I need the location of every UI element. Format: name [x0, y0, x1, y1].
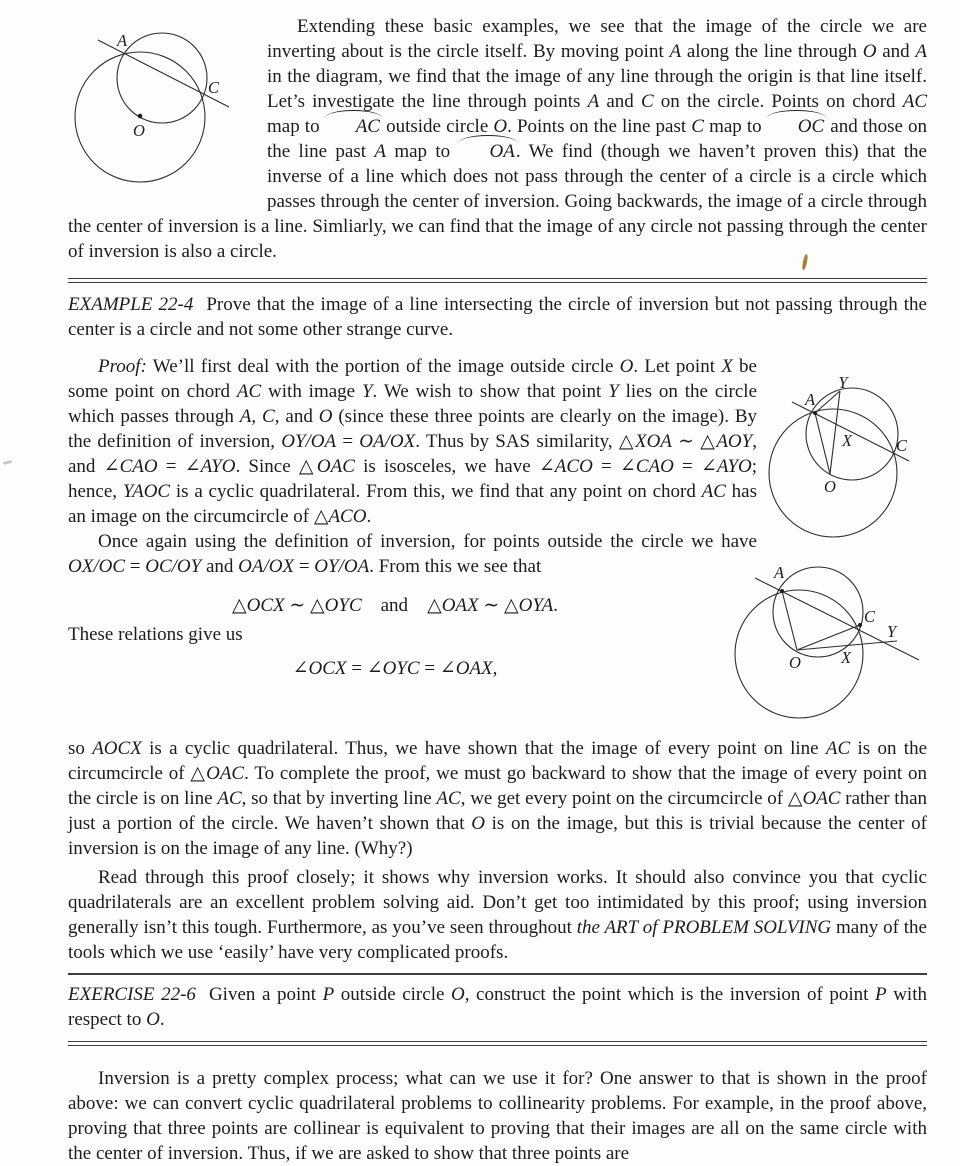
- equal-angles-equation: ∠OCX = ∠OYC = ∠OAX,: [292, 658, 498, 679]
- point-label-X: X: [840, 648, 852, 667]
- outro-paragraph: Inversion is a pretty complex process; what can we use it for? One answer to that is shown in the proof above: we can convert cyclic quadrilateral problems to collinearity problems. For example, in the proof above, proving that three points are collinear is equivalent to proving that their images are all on the same circle with the center of inversion. Thus, if we are asked to show that three points are: [68, 1068, 927, 1164]
- point-label-O: O: [824, 477, 836, 496]
- circle-of-inversion: [769, 409, 897, 537]
- point-A-dot: [813, 411, 817, 415]
- point-label-Y: Y: [887, 622, 897, 641]
- exercise-block: [68, 982, 927, 1032]
- diagram-inversion-basic: [68, 20, 253, 205]
- point-label-A: A: [773, 563, 785, 582]
- secant-line-AC-extended: [755, 578, 919, 660]
- point-label-A: A: [804, 390, 816, 409]
- proof-outside-figure: [732, 560, 927, 730]
- proof-paragraph-2-text: Once again using the definition of inversion, for points outside the circle we have OX/OC = OC/OY and OA/OX = OY/OA. From this we see that: [68, 531, 757, 577]
- point-C-dot: [858, 623, 862, 627]
- segment-OY: [830, 391, 840, 474]
- proof-paragraph-1: [68, 354, 927, 529]
- proof-inside-figure: [767, 358, 927, 548]
- closing-remarks-paragraph: Read through this proof closely; it shows why inversion works. It should also convince you that cyclic quadrilaterals are an excellent problem solving aid. Don’t get too intimidated by this proof; using inversion generally isn’t this tough. Furthermore, as you’ve seen throughout the ART of PROBLEM SOLVING many of the tools which we use ‘easily’ have very complicated proofs.: [68, 867, 927, 963]
- point-label-C: C: [896, 436, 908, 455]
- point-label-C: C: [208, 78, 220, 97]
- exercise-label: EXERCISE 22-6: [68, 984, 196, 1005]
- inversion-basic-figure: [68, 20, 253, 205]
- diagram-proof-outside: [732, 560, 927, 730]
- center-point-O: [138, 114, 143, 119]
- point-label-O: O: [789, 653, 801, 672]
- proof-paragraph-3: so AOCX is a cyclic quadrilateral. Thus, we have shown that the image of every point on line AC is on the circumcircle of △OAC. To complete the proof, we must go backward to show that the image of every point on the circle is on line AC, so that by inverting line AC, we get every point on the circumcircle of △OAC rather than just a portion of the circle. We haven’t shown that O is on the image, but this is trivial because the center of inversion is on the image of any line. (Why?): [68, 738, 928, 859]
- relations-intro: These relations give us: [68, 624, 243, 645]
- exercise-divider-top: [68, 973, 927, 975]
- diagram-proof-inside: [767, 358, 927, 548]
- example-text: Prove that the image of a line intersecting the circle of inversion but not passing through the center is a circle and not some other strange curve.: [68, 294, 927, 340]
- point-label-Y: Y: [838, 373, 848, 392]
- section-divider-bottom: [68, 1041, 927, 1046]
- image-circle: [117, 33, 207, 123]
- section-divider-top: [68, 278, 927, 283]
- point-label-C: C: [864, 607, 876, 626]
- circumcircle-OAC: [773, 567, 863, 657]
- segment-OC: [797, 625, 860, 650]
- intro-text: Extending these basic examples, we see that the image of the circle we are inverting about is the circle itself. By moving point A along the line through O and A in the diagram, we find that the image of any line through the origin is that line itself. Let’s investigate the line through points A and C on the circle. Points on chord AC map to AC outside circle O. Points on the line past C map to OC and those on the line past A map to OA. We find (though we haven’t proven this) that the inverse of a line which does not pass through the center of a circle is a circle which passes through the center of inversion. Going backwards, the image of a circle through the center of inversion is a line. Simliarly, we can find that the image of any circle not passing through the center of inversion is also a circle.: [68, 16, 928, 262]
- exercise-text: Given a point P outside circle O, construct the point which is the inversion of point P with respect to O.: [68, 984, 927, 1030]
- point-label-A: A: [116, 31, 128, 50]
- point-label-X: X: [841, 431, 853, 450]
- point-A-dot: [780, 589, 784, 593]
- proof-paragraph-1-text: Proof: We’ll first deal with the portion of the image outside circle O. Let point X be some point on chord AC with image Y. We wish to show that point Y lies on the circle which passes through A, C, and O (since these three points are clearly on the image). By the definition of inversion, OY/OA = OA/OX. Thus by SAS similarity, △XOA ∼ △AOY, and ∠CAO = ∠AYO. Since △OAC is isosceles, we have ∠ACO = ∠CAO = ∠AYO; hence, YAOC is a cyclic quadrilateral. From this, we find that any point on chord AC has an image on the circumcircle of △ACO.: [68, 356, 758, 527]
- example-label: EXAMPLE 22-4: [68, 294, 194, 315]
- similar-triangles-equation: △OCX ∼ △OYC and △OAX ∼ △OYA.: [231, 595, 558, 616]
- scan-artifact: [3, 460, 12, 465]
- intro-paragraph: [68, 14, 927, 264]
- example-block: [68, 292, 927, 342]
- point-label-O: O: [133, 121, 145, 140]
